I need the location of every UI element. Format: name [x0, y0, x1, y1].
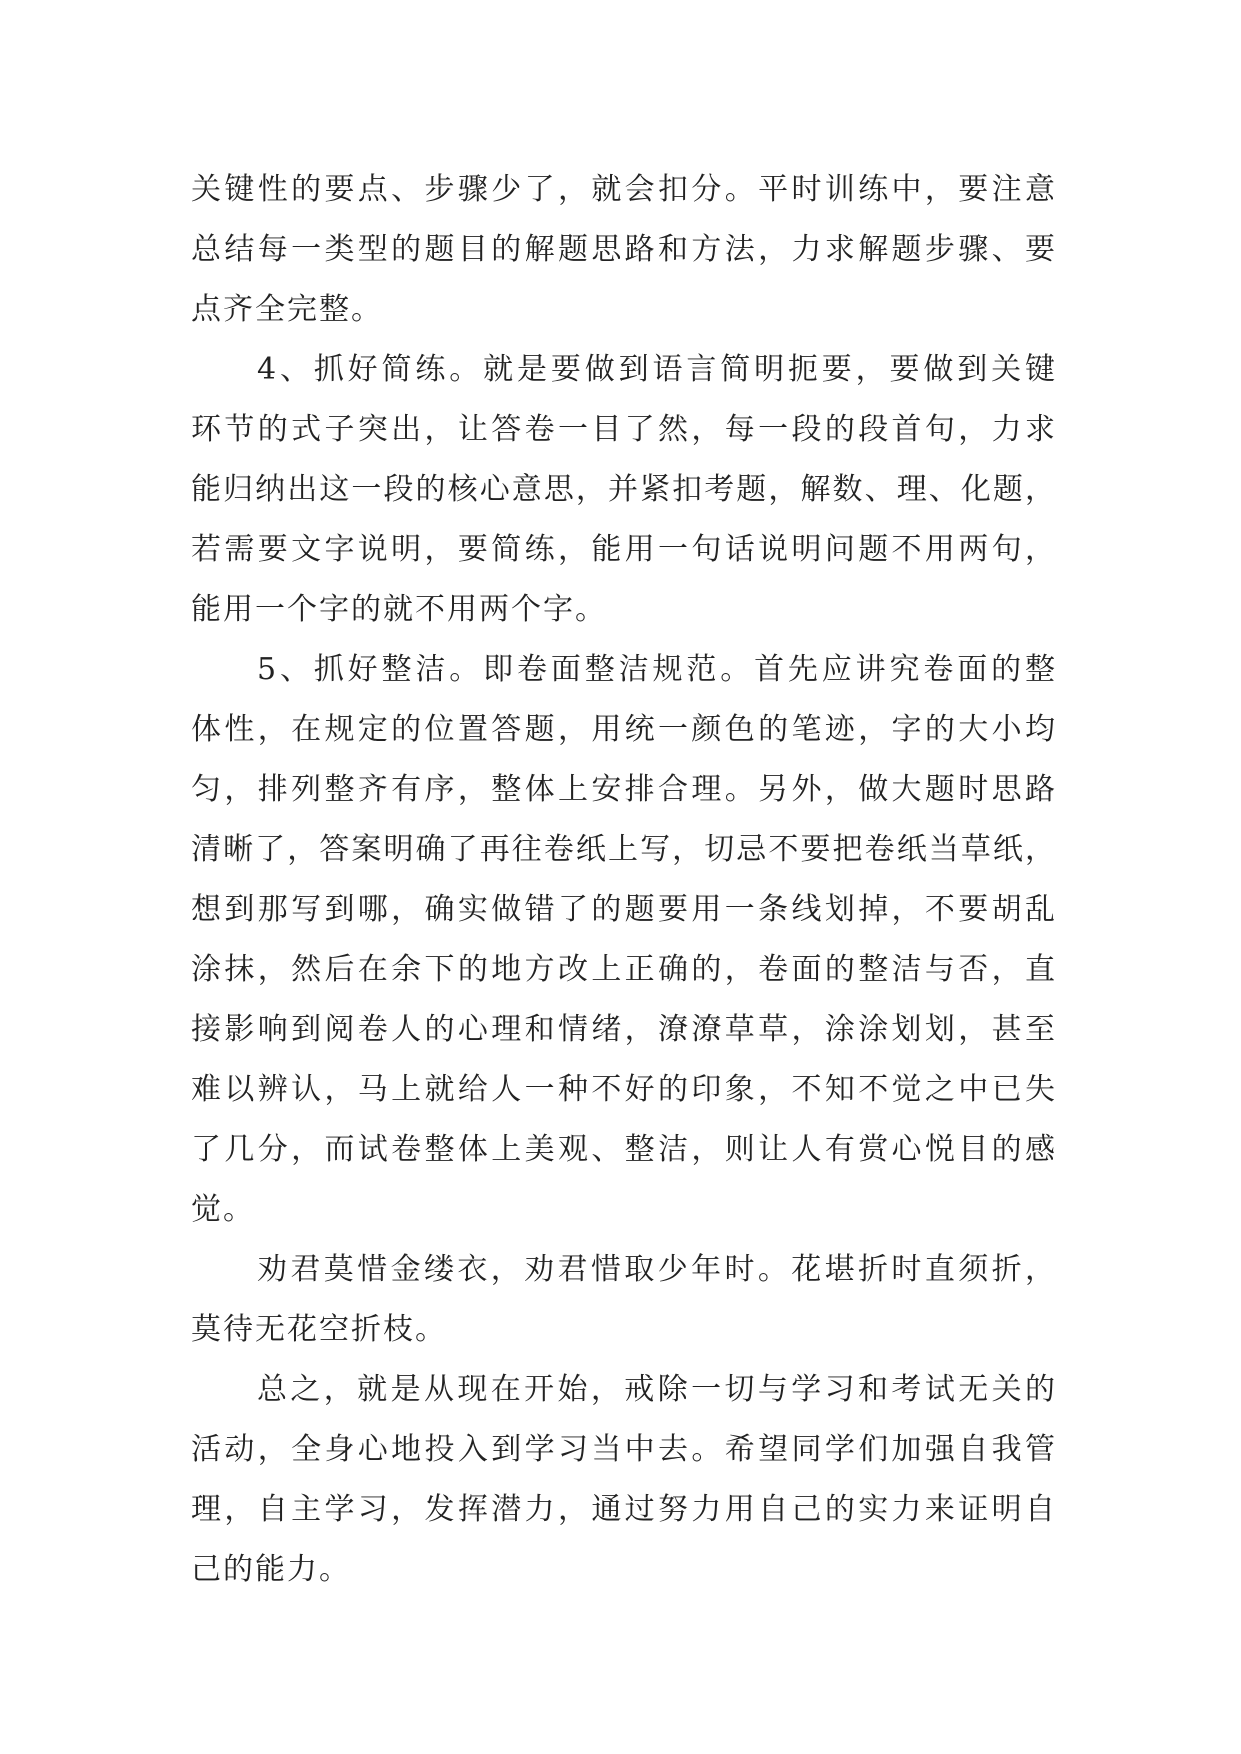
paragraph-line: 涂抹，然后在余下的地方改上正确的，卷面的整洁与否，直 [191, 952, 1057, 987]
paragraph-line: 环节的式子突出，让答卷一目了然，每一段的段首句，力求 [191, 412, 1057, 447]
paragraph-line: 莫待无花空折枝。 [191, 1312, 447, 1347]
paragraph-line: 5、抓好整洁。即卷面整洁规范。首先应讲究卷面的整 [257, 652, 1057, 687]
paragraph-line: 总结每一类型的题目的解题思路和方法，力求解题步骤、要 [191, 232, 1057, 267]
paragraph-line: 点齐全完整。 [191, 292, 383, 327]
paragraph-line: 体性，在规定的位置答题，用统一颜色的笔迹，字的大小均 [191, 712, 1057, 747]
paragraph-line: 总之，就是从现在开始，戒除一切与学习和考试无关的 [257, 1372, 1057, 1407]
paragraph-line: 觉。 [191, 1192, 255, 1227]
paragraph-line: 难以辨认，马上就给人一种不好的印象，不知不觉之中已失 [191, 1072, 1057, 1107]
paragraph-line: 能用一个字的就不用两个字。 [191, 592, 607, 627]
paragraph-line: 匀，排列整齐有序，整体上安排合理。另外，做大题时思路 [191, 772, 1057, 807]
paragraph-line: 理，自主学习，发挥潜力，通过努力用自己的实力来证明自 [191, 1492, 1057, 1527]
paragraph-line: 清晰了，答案明确了再往卷纸上写，切忌不要把卷纸当草纸， [191, 832, 1057, 867]
paragraph-line: 4、抓好简练。就是要做到语言简明扼要，要做到关键 [257, 352, 1057, 387]
document-body [191, 160, 1057, 1600]
paragraph-line: 能归纳出这一段的核心意思，并紧扣考题，解数、理、化题， [191, 472, 1057, 507]
paragraph-line: 想到那写到哪，确实做错了的题要用一条线划掉，不要胡乱 [191, 892, 1057, 927]
paragraph-line: 接影响到阅卷人的心理和情绪，潦潦草草，涂涂划划，甚至 [191, 1012, 1057, 1047]
paragraph-line: 了几分，而试卷整体上美观、整洁，则让人有赏心悦目的感 [191, 1132, 1057, 1167]
paragraph-line: 己的能力。 [191, 1552, 351, 1587]
paragraph-line: 关键性的要点、步骤少了，就会扣分。平时训练中，要注意 [191, 172, 1057, 207]
paragraph-line: 活动，全身心地投入到学习当中去。希望同学们加强自我管 [191, 1432, 1057, 1467]
paragraph-line: 若需要文字说明，要简练，能用一句话说明问题不用两句， [191, 532, 1057, 567]
paragraph-line: 劝君莫惜金缕衣，劝君惜取少年时。花堪折时直须折， [257, 1252, 1057, 1287]
